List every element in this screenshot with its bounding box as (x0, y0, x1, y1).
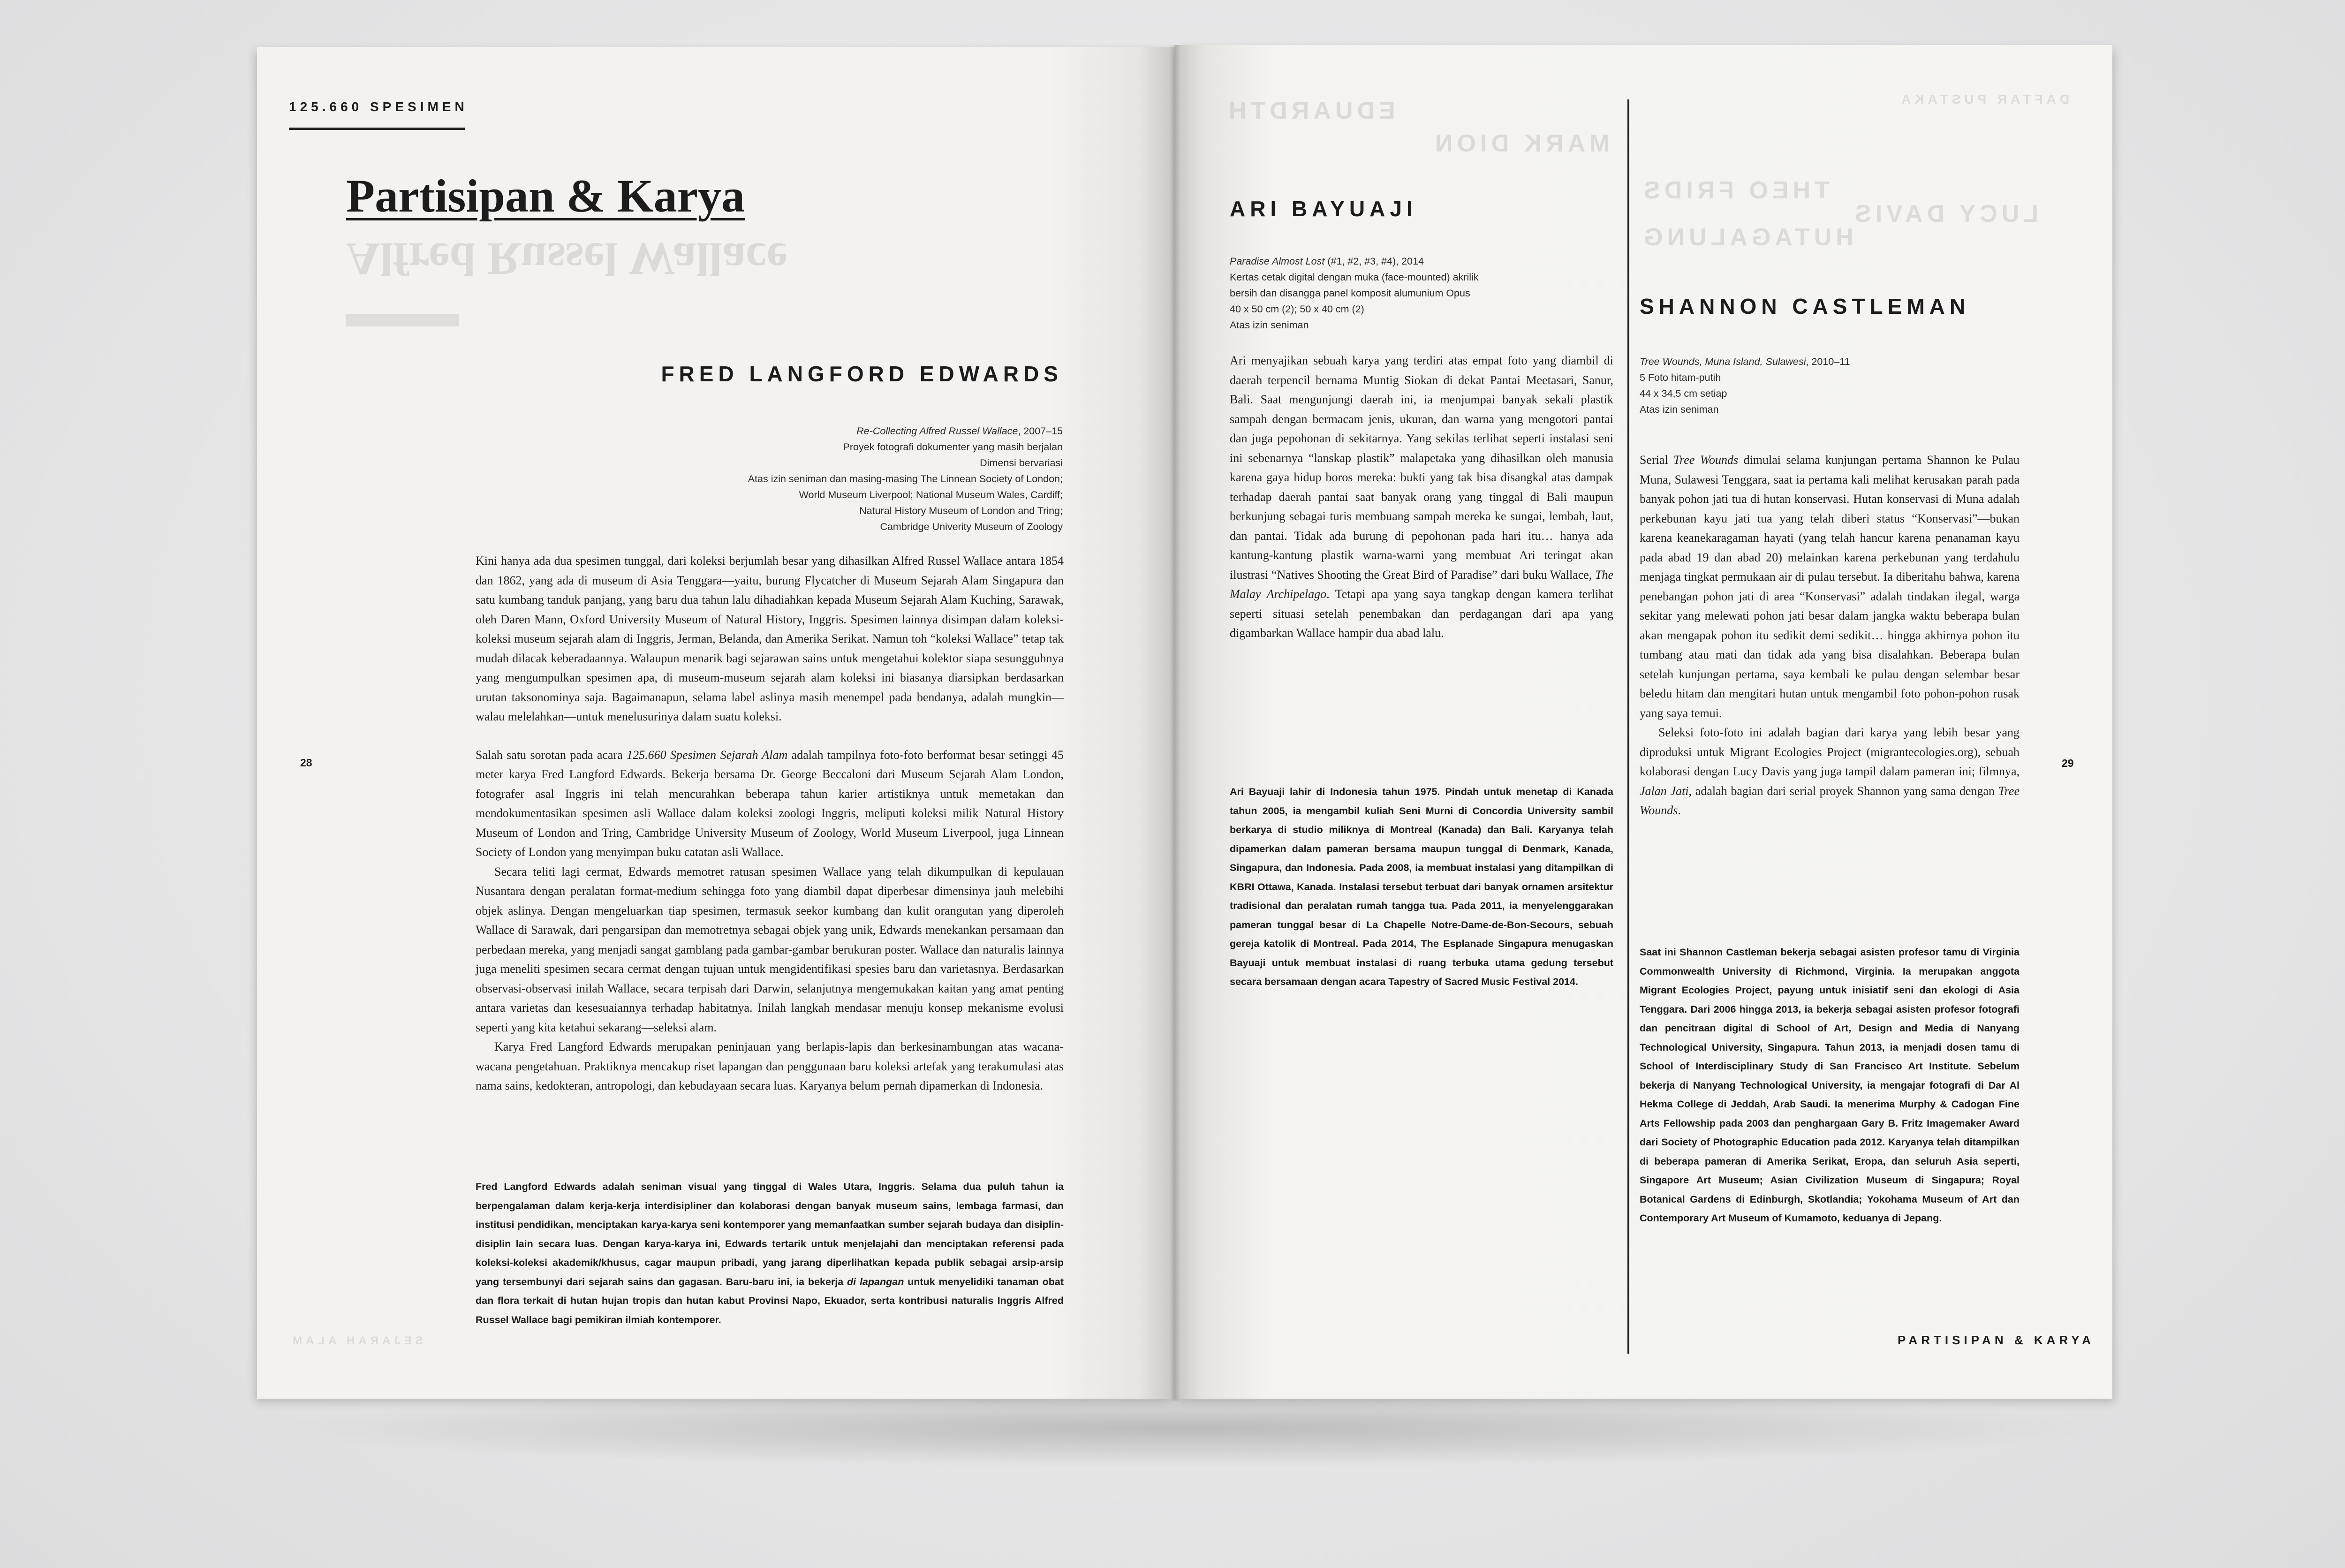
italic-run: 125.660 Spesimen Sejarah Alam (627, 748, 788, 762)
running-head-rule (289, 128, 465, 130)
text-run: dimulai selama kunjungan pertama Shannon ke Pulau Muna, Sulawesi Tenggara, saat ia pertama kali melihat kerusakan parah pada banyak pohon jati tua di hutan konservasi. Hutan konservasi di Muna adalah perkebunan kayu jati tua yang telah diberi status “Konservasi”—bukan karena keanekaragaman hayati (yang telah hancur karena penanaman kayu pada abad 19 dan abad 20) melainkan karena perkebunan yang terdahulu menjaga tingkat permukaan air di pulau tersebut. Ia diberitahu bahwa, karena penebangan pohon jati di area “Konservasi” adalah tindakan ilegal, warga sekitar yang melewati pohon jati besar dalam jangka waktu beberapa bulan akan mengapak pohon itu sedikit demi sedikit… hingga akhirnya pohon itu tumbang atau mati dan tidak ada yang bisa disalahkan. Beberapa bulan setelah kunjungan pertama, saya kembali ke pulau dengan selembar besar beledu hitam dan mengitari hutan untuk mengambil foto pohon-pohon rusak yang saya temui. (1640, 453, 2020, 720)
artist-bio (1640, 943, 2020, 1228)
ghost-name: THEO FRIDS (1640, 177, 1830, 204)
caption-work-year: , 2010–11 (1806, 356, 1850, 367)
article-body (1230, 351, 1613, 643)
body-paragraph (1640, 723, 2020, 820)
caption-line: Proyek fotografi dokumenter yang masih berjalan (843, 441, 1063, 453)
ghost-name: LUCY DAVIS (1851, 200, 2039, 227)
text-run: Ari Bayuaji lahir di Indonesia tahun 1975. Pindah untuk menetap di Kanada tahun 2005, ia mengambil kuliah Seni Murni di Concordia University sambil berkarya di studio miliknya di Montreal (Kanada) dan Bali. Karyanya telah dipamerkan dalam pameran bersama maupun tunggal di Denmark, Kanada, Singapura, dan Indonesia. Pada 2008, ia membuat instalasi yang ditampilkan di KBRI Ottawa, Kanada. Instalasi tersebut terbuat dari banyak ornamen arsitektur tradisional dan peralatan rumah tangga tua. Pada 2011, ia menyelenggarakan pameran tunggal besar di La Chapelle Notre-Dame-de-Bon-Secours, sebuah gereja katolik di Montreal. Pada 2014, The Esplanade Singapura menugaskan Bayuaji untuk membuat instalasi di ruang terbuka utama gedung tersebut secara bersamaan dengan acara Tapestry of Sacred Music Festival 2014. (1230, 786, 1613, 987)
text-run: Secara teliti lagi cermat, Edwards memotret ratusan spesimen Wallace yang telah dikumpulkan di kepulauan Nusantara dengan peralatan format-medium sehingga foto yang diambil dapat diperbesar dimensinya jauh melebihi objek aslinya. Dengan mengeluarkan tiap spesimen, termasuk seekor kumbang dan kulit orangutan yang diperoleh Wallace di Sarawak, dari pengarsipan dan memotretnya sebagai objek yang unik, Edwards menekankan persamaan dan perbedaan mereka, yang menjadi sangat gamblang pada gambar-gambar berukuran poster. Wallace dan naturalis lainnya juga meneliti spesimen secara cermat dengan tujuan untuk mengidentifikasi spesies baru dan varietasnya. Berdasarkan observasi-observasi inilah Wallace, secara terpisah dari Darwin, selanjutnya mengemukakan kaitan yang amat penting antara varietas dan kesesuaiannya terhadap habitatnya. Inilah langkah mendasar menuju konsep mekanisme evolusi seperti yang kita ketahui sekarang—seleksi alam. (476, 864, 1064, 1034)
caption-work-title: Re-Collecting Alfred Russel Wallace (856, 425, 1018, 437)
article-body (476, 551, 1064, 1096)
caption-line: Atas izin seniman (1640, 404, 1719, 415)
text-run: Seleksi foto-foto ini adalah bagian dari karya yang lebih besar yang diproduksi untuk Migrant Ecologies Project (migrantecologies.org), sebuah kolaborasi dengan Lucy Davis yang juga tampil dalam pameran ini; filmnya, (1640, 726, 2020, 778)
running-head: 125.660 SPESIMEN (289, 99, 468, 114)
artist-name: ARI BAYUAJI (1230, 197, 1417, 221)
body-paragraph (1640, 450, 2020, 723)
caption-title-line (1230, 253, 1479, 269)
body-paragraph (476, 1037, 1064, 1096)
text-run: Salah satu sorotan pada acara (476, 748, 627, 762)
caption-line: Atas izin seniman dan masing-masing The Linnean Society of London; (748, 473, 1063, 485)
work-caption (748, 423, 1063, 535)
caption-line: 44 x 34,5 cm setiap (1640, 388, 1727, 399)
artist-name: FRED LANGFORD EDWARDS (661, 362, 1063, 386)
ghost-name: MARK DION (1431, 130, 1610, 157)
text-run: Serial (1640, 453, 1674, 467)
italic-run: di lapangan (847, 1276, 904, 1288)
caption-line: World Museum Liverpool; National Museum Wales, Cardiff; (799, 489, 1063, 500)
work-caption (1640, 354, 1850, 417)
column-divider (1627, 99, 1629, 1354)
caption-work-title: Tree Wounds, Muna Island, Sulawesi (1640, 356, 1806, 367)
text-run: adalah tampilnya foto-foto berformat besar setinggi 45 meter karya Fred Langford Edwards. Bekerja bersama Dr. George Beccaloni dari Museum Sejarah Alam London, fotografer asal Inggris ini telah mencurahkan beberapa tahun karier artistiknya untuk memetakan dan mendokumentasikan spesimen asli Wallace dalam koleksi zoologi Inggris, meliputi koleksi milik Natural History Museum of London and Tring, Cambridge University Museum of Zoology, World Museum Liverpool, juga Linnean Society of London yang menyimpan buku catatan asli Wallace. (476, 748, 1064, 859)
text-run: Saat ini Shannon Castleman bekerja sebagai asisten profesor tamu di Virginia Commonwealth University di Richmond, Virginia. Ia merupakan anggota Migrant Ecologies Project, payung untuk inisiatif seni dan ekologi di Asia Tenggara. Dari 2006 hingga 2013, ia bekerja sebagai asisten profesor fotografi dan pencitraan digital di School of Art, Design and Media di Nanyang Technological University, Singapura. Tahun 2013, ia menjadi dosen tamu di School of Interdisciplinary Study di San Francisco Art Institute. Sebelum bekerja di Nanyang Technological University, ia mengajar fotografi di Dar Al Hekma College di Jeddah, Arab Saudi. Ia menerima Murphy & Cadogan Fine Arts Fellowship pada 2003 dan penghargaan Gary B. Fritz Imagemaker Award dari Society of Photographic Education pada 2012. Karyanya telah ditampilkan di beberapa pameran di Amerika Serikat, Eropa, dan seluruh Asia seperti, Singapore Art Museum; Asian Civilization Museum di Singapura; Royal Botanical Gardens di Edinburgh, Skotlandia; Yokohama Museum of Art dan Contemporary Art Museum of Kumamoto, keduanya di Jepang. (1640, 947, 2020, 1224)
page-title: Partisipan & Karya (346, 170, 745, 222)
ghost-label (346, 314, 459, 326)
ghost-footer: SEJARAH ALAM (289, 1334, 423, 1347)
italic-run: Tree Wounds (1640, 784, 2020, 817)
ghost-heading: Alfred Russel Wallace (346, 233, 787, 285)
right-page (1175, 45, 2112, 1399)
body-paragraph (476, 551, 1064, 727)
text-run: Fred Langford Edwards adalah seniman visual yang tinggal di Wales Utara, Inggris. Selama dua puluh tahun ia berpengalaman dalam kerja-kerja interdisipliner dan kolaborasi dengan banyak museum sains, lembaga farmasi, dan institusi pendidikan, menciptakan karya-karya seni kontemporer yang memanfaatkan sumber sejarah budaya dan disiplin-disiplin lain secara luas. Dengan karya-karya ini, Edwards tertarik untuk menjelajahi dan menciptakan referensi pada koleksi-koleksi akademik/khusus, cagar maupun pribadi, yang jarang diperlihatkan kepada publik sebagai arsip-arsip yang tersembunyi dari sejarah sains dan gagasan. Baru-baru ini, ia bekerja (476, 1181, 1064, 1288)
spine-gutter (1170, 45, 1181, 1401)
caption-title-line (1640, 354, 1850, 370)
ghost-name: HUTAGALUNG (1640, 224, 1853, 251)
caption-line: Natural History Museum of London and Tring; (859, 505, 1063, 516)
caption-line: Cambridge Univerity Museum of Zoology (880, 521, 1063, 532)
work-caption (1230, 253, 1479, 333)
left-page (257, 47, 1175, 1399)
text-run: untuk menyelidiki tanaman obat dan flora terkait di hutan hujan tropis dan hutan kabut Provinsi Napo, Ekuador, serta kontribusi naturalis Inggris Alfred Russel Wallace bagi pemikiran ilmiah kontemporer. (476, 1276, 1064, 1326)
artist-bio (476, 1177, 1064, 1329)
text-run: . (1678, 803, 1681, 817)
caption-line: Kertas cetak digital dengan muka (face-mounted) akrilik (1230, 272, 1479, 283)
caption-work-year: (#1, #2, #3, #4), 2014 (1324, 256, 1424, 267)
caption-work-title: Paradise Almost Lost (1230, 256, 1325, 267)
italic-run: Tree Wounds (1673, 453, 1739, 467)
page-number: 28 (300, 757, 312, 769)
running-foot: PARTISIPAN & KARYA (1898, 1333, 2095, 1347)
ghost-name: EDUARDTH (1225, 97, 1395, 124)
text-run: Kini hanya ada dua spesimen tunggal, dari koleksi berjumlah besar yang dihasilkan Alfred Russel Wallace antara 1854 dan 1862, yang ada di museum di Asia Tenggara—yaitu, burung Flycatcher di Museum Sejarah Alam Singapura dan satu kumbang tanduk panjang, yang baru dua tahun lalu dihadiahkan kepada Museum Sejarah Alam Kuching, Sarawak, oleh Daren Mann, Oxford University Museum of Natural History, Inggris. Spesimen lainnya disimpan dalam koleksi-koleksi museum sejarah alam di Inggris, Jerman, Belanda, dan Amerika Serikat. Namun toh “koleksi Wallace” tetap tak mudah dilacak keberadaannya. Walaupun menarik bagi sejarawan sains untuk mengetahui kolektor siapa sesungguhnya yang mengumpulkan spesimen apa, di museum-museum sejarah alam koleksi ini biasanya diarsipkan berdasarkan urutan taksonominya saja. Bagaimanapun, selama label aslinya masih menempel pada bendanya, adalah mungkin—walau melelahkan—untuk menelusurinya dalam suatu koleksi. (476, 554, 1064, 723)
text-run: Karya Fred Langford Edwards merupakan peninjauan yang berlapis-lapis dan berkesinambungan atas wacana-wacana pengetahuan. Praktiknya mencakup riset lapangan dan penggunaan baru koleksi artefak yang terakumulasi atas nama sains, kedokteran, antropologi, dan kebudayaan secara luas. Karyanya belum pernah dipamerkan di Indonesia. (476, 1040, 1064, 1092)
text-run: . Tetapi apa yang saya tangkap dengan kamera terlihat seperti situasi setelah penembakan dan perdagangan dari apa yang digambarkan Wallace hampir dua abad lalu. (1230, 587, 1614, 640)
caption-title-line (748, 423, 1063, 439)
caption-line: Dimensi bervariasi (980, 457, 1063, 469)
article-body (1640, 450, 2020, 820)
caption-line: 40 x 50 cm (2); 50 x 40 cm (2) (1230, 303, 1364, 315)
artist-name: SHANNON CASTLEMAN (1640, 294, 1970, 318)
ghost-name: DAFTAR PUSTAKA (1898, 92, 2070, 106)
body-paragraph (476, 745, 1064, 862)
text-run: Ari menyajikan sebuah karya yang terdiri atas empat foto yang diambil di daerah terpencil bernama Muntig Siokan di dekat Pantai Meetasari, Sanur, Bali. Saat mengunjungi daerah ini, ia menjumpai banyak sekali plastik sampah dengan bermacam jenis, ukuran, dan warna yang mengotori pantai dan juga pepohonan di sekitarnya. Yang sekilas terlihat seperti instalasi seni ini sebenarnya “lanskap plastik” malapetaka yang dihasilkan oleh manusia karena gaya hidup boros mereka: bukti yang tak bisa disangkal atas dampak terhadap daerah pantai saat banyak orang yang tinggal di Bali maupun berkunjung sebagai turis membuang sampah mereka ke sungai, lembah, laut, dan pantai. Tidak ada burung di pepohonan pada hari itu… hanya ada kantung-kantung plastik warna-warni yang membuat Ari teringat akan ilustrasi “Natives Shooting the Great Bird of Paradise” dari buku Wallace, (1230, 354, 1613, 582)
booklet-shadow (263, 1388, 2106, 1468)
caption-line: 5 Foto hitam-putih (1640, 372, 1721, 383)
page-number: 29 (2062, 757, 2074, 769)
caption-line: bersih dan disangga panel komposit alumunium Opus (1230, 288, 1470, 299)
italic-run: The Malay Archipelago (1230, 568, 1613, 601)
body-paragraph (476, 862, 1064, 1038)
body-paragraph (1230, 351, 1613, 643)
text-run: , adalah bagian dari serial proyek Shannon yang sama dengan (1688, 784, 1998, 798)
caption-work-year: , 2007–15 (1018, 425, 1063, 437)
italic-run: Jalan Jati (1640, 784, 1689, 798)
caption-line: Atas izin seniman (1230, 319, 1309, 331)
artist-bio (1230, 782, 1613, 992)
